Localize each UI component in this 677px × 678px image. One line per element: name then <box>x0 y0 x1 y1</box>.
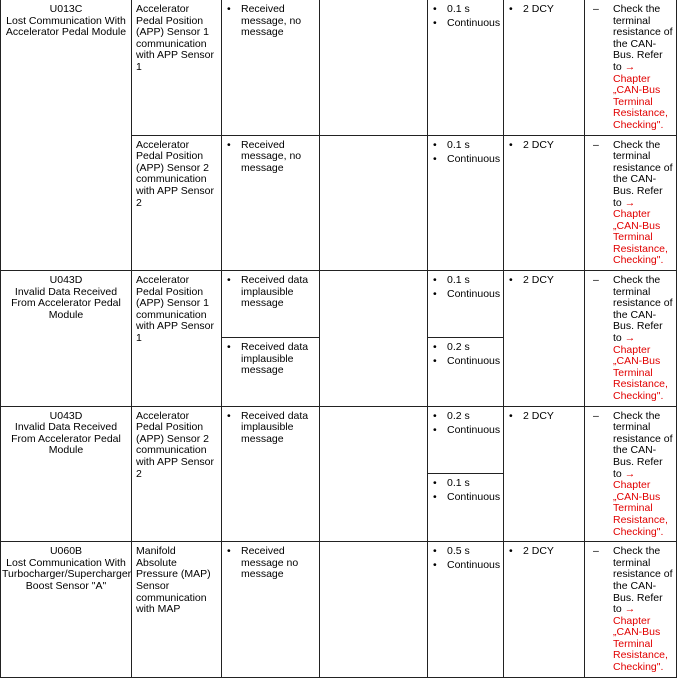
condition-item: • Received message no message <box>226 546 316 581</box>
time-item: • Continuous <box>432 289 500 301</box>
table-row <box>1 406 677 473</box>
action-cell: – Check the terminal resistance of the CAN-Bus. Refer to → Chapter „CAN-Bus Terminal Resistance, Checking". <box>585 135 677 271</box>
time-cell <box>428 406 504 473</box>
time-item: • 0.1 s <box>432 4 500 16</box>
dtc-code: U060B <box>49 545 83 558</box>
action-text: Check the terminal resistance of the CAN-Bus. Refer to <box>613 409 673 480</box>
chapter-link[interactable]: → Chapter „CAN-Bus Terminal Resistance, Checking". <box>613 467 668 538</box>
component-cell: Accelerator Pedal Position (APP) Sensor 1 communication with APP Sensor 1 <box>132 0 222 135</box>
condition-item: • Received data implausible message <box>226 275 316 310</box>
dtc-description: Lost Communication With Accelerator Pedal Module <box>5 14 127 39</box>
action-text: Check the terminal resistance of the CAN-Bus. Refer to <box>613 138 673 209</box>
action-text: Check the terminal resistance of the CAN-Bus. Refer to <box>613 545 673 616</box>
time-cell <box>428 338 504 406</box>
dtc-code-cell <box>1 271 132 407</box>
time-item: • 0.1 s <box>432 275 500 287</box>
mil-item: • 2 DCY <box>508 546 581 558</box>
time-cell <box>428 542 504 678</box>
time-item: • Continuous <box>432 560 500 572</box>
chapter-link[interactable]: → Chapter „CAN-Bus Terminal Resistance, Checking". <box>613 603 668 674</box>
condition-cell <box>222 271 320 338</box>
chapter-link[interactable]: → Chapter „CAN-Bus Terminal Resistance, Checking". <box>613 60 668 131</box>
component-cell: Manifold Absolute Pressure (MAP) Sensor communication with MAP <box>132 542 222 678</box>
dtc-code-cell <box>1 0 132 271</box>
condition-cell <box>222 135 320 271</box>
action-text: Check the terminal resistance of the CAN-Bus. Refer to <box>613 3 673 73</box>
condition-cell <box>222 542 320 678</box>
empty-cell <box>320 271 428 407</box>
action-cell: – Check the terminal resistance of the CAN-Bus. Refer to → Chapter „CAN-Bus Terminal Resistance, Checking". <box>585 0 677 135</box>
condition-cell <box>222 0 320 135</box>
mil-cell <box>504 406 585 542</box>
table-row <box>1 271 677 338</box>
condition-item: • Received data implausible message <box>226 342 316 377</box>
time-item: • Continuous <box>432 18 500 30</box>
time-item: • Continuous <box>432 356 500 368</box>
condition-item: • Received message, no message <box>226 140 316 175</box>
dtc-description: Invalid Data Received From Accelerator Pedal Module <box>11 285 121 321</box>
time-item: • 0.2 s <box>432 411 500 423</box>
dtc-code: U013C <box>49 3 83 15</box>
mil-item: • 2 DCY <box>508 4 581 16</box>
dtc-code: U043D <box>49 274 83 287</box>
time-item: • 0.5 s <box>432 546 500 558</box>
action-cell: – Check the terminal resistance of the CAN-Bus. Refer to → Chapter „CAN-Bus Terminal Resistance, Checking". <box>585 406 677 542</box>
time-item: • Continuous <box>432 154 500 166</box>
action-cell: – Check the terminal resistance of the CAN-Bus. Refer to → Chapter „CAN-Bus Terminal Resistance, Checking". <box>585 271 677 407</box>
mil-item: • 2 DCY <box>508 411 581 423</box>
chapter-link[interactable]: → Chapter „CAN-Bus Terminal Resistance, Checking". <box>613 196 668 267</box>
component-cell: Accelerator Pedal Position (APP) Sensor 1 communication with APP Sensor 1 <box>132 271 222 407</box>
action-text: Check the terminal resistance of the CAN-Bus. Refer to <box>613 274 673 345</box>
dtc-code-cell <box>1 406 132 542</box>
mil-cell <box>504 542 585 678</box>
condition-cell <box>222 338 320 406</box>
time-item: • Continuous <box>432 425 500 437</box>
time-item: • 0.1 s <box>432 478 500 490</box>
time-item: • 0.1 s <box>432 140 500 152</box>
table-row <box>1 0 677 135</box>
component-cell: Accelerator Pedal Position (APP) Sensor 2 communication with APP Sensor 2 <box>132 406 222 542</box>
condition-cell <box>222 406 320 542</box>
empty-cell <box>320 135 428 271</box>
dtc-code-cell <box>1 542 132 678</box>
mil-item: • 2 DCY <box>508 140 581 152</box>
condition-item: • Received message, no message <box>226 4 316 39</box>
time-cell <box>428 135 504 271</box>
time-item: • 0.2 s <box>432 342 500 354</box>
mil-cell <box>504 0 585 135</box>
time-item: • Continuous <box>432 492 500 504</box>
time-cell <box>428 271 504 338</box>
condition-item: • Received data implausible message <box>226 411 316 446</box>
time-cell <box>428 473 504 541</box>
empty-cell <box>320 542 428 678</box>
dtc-code: U043D <box>49 409 83 422</box>
dtc-description: Invalid Data Received From Accelerator Pedal Module <box>11 421 121 457</box>
empty-cell <box>320 0 428 135</box>
action-cell: – Check the terminal resistance of the CAN-Bus. Refer to → Chapter „CAN-Bus Terminal Resistance, Checking". <box>585 542 677 678</box>
component-cell: Accelerator Pedal Position (APP) Sensor 2 communication with APP Sensor 2 <box>132 135 222 271</box>
mil-cell <box>504 271 585 407</box>
time-cell <box>428 0 504 135</box>
chapter-link[interactable]: → Chapter „CAN-Bus Terminal Resistance, Checking". <box>613 332 668 402</box>
empty-cell <box>320 406 428 542</box>
table-row <box>1 542 677 678</box>
mil-item: • 2 DCY <box>508 275 581 287</box>
dtc-description: Lost Communication With Turbocharger/Supercharger Boost Sensor "A" <box>2 556 132 592</box>
mil-cell <box>504 135 585 271</box>
